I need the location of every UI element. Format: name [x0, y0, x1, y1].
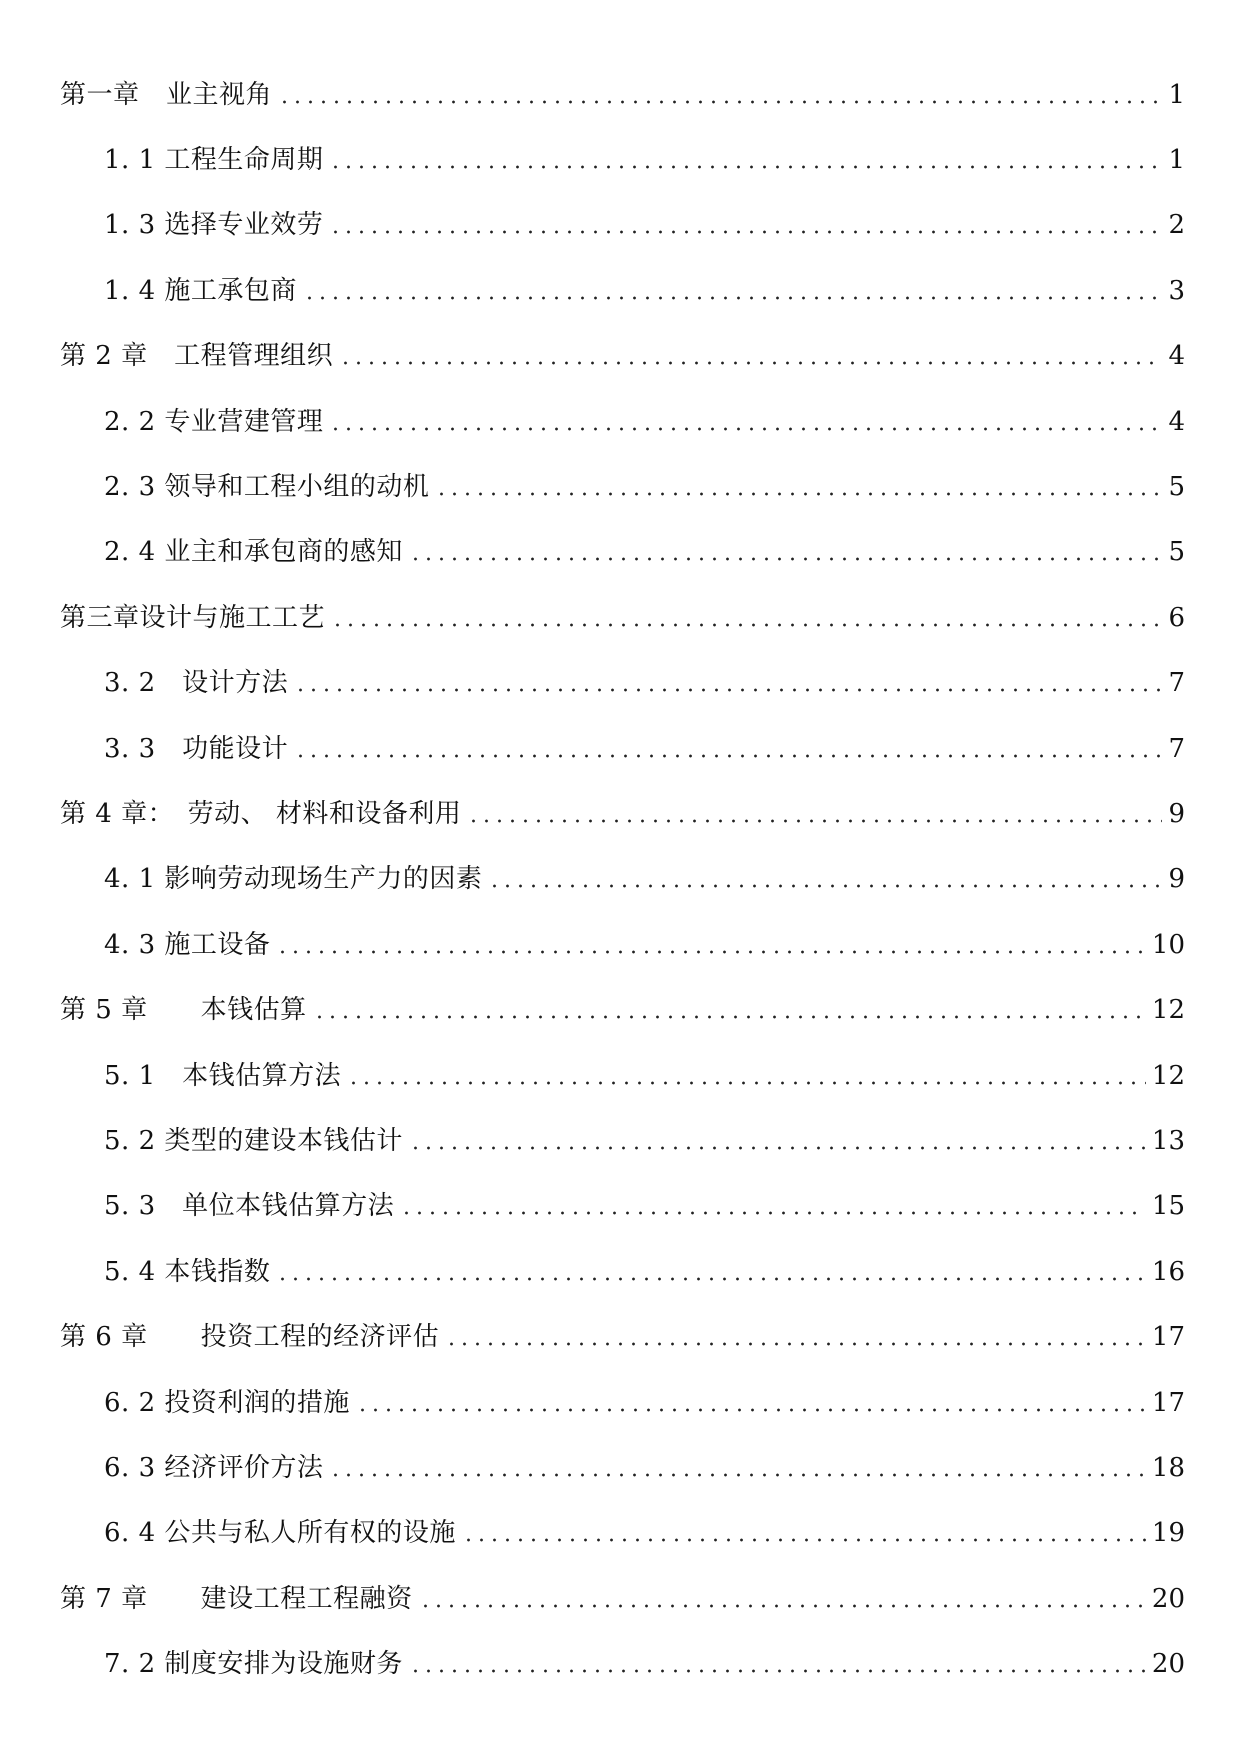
dot-leader	[329, 427, 1162, 431]
dot-leader	[409, 1146, 1146, 1150]
toc-entry-title: 1. 4 施工承包商	[104, 275, 297, 306]
toc-chapter-entry[interactable]	[60, 1566, 1185, 1631]
toc-entry-title: 4. 3 施工设备	[104, 929, 271, 960]
toc-entry-title: 5. 1 本钱估算方法	[104, 1060, 342, 1091]
toc-page-number: 13	[1151, 1125, 1185, 1156]
toc-chapter-entry[interactable]	[60, 977, 1185, 1042]
toc-entry-title: 7. 2 制度安排为设施财务	[104, 1649, 403, 1680]
toc-entry-title: 第一章 业主视角	[60, 79, 273, 110]
toc-section-entry[interactable]	[60, 716, 1185, 781]
toc-section-entry[interactable]	[60, 1108, 1185, 1173]
toc-section-entry[interactable]	[60, 1501, 1185, 1566]
toc-entry-title: 第 4 章： 劳动、 材料和设备利用	[60, 798, 462, 829]
toc-section-entry[interactable]	[60, 847, 1185, 912]
toc-section-entry[interactable]	[60, 1370, 1185, 1435]
dot-leader	[356, 1408, 1146, 1412]
dot-leader	[278, 100, 1162, 104]
toc-chapter-entry[interactable]	[60, 585, 1185, 650]
toc-page-number: 15	[1151, 1191, 1185, 1222]
dot-leader	[445, 1342, 1146, 1346]
toc-page-number: 7	[1168, 733, 1185, 764]
dot-leader	[329, 230, 1162, 234]
toc-section-entry[interactable]	[60, 127, 1185, 192]
dot-leader	[331, 623, 1162, 627]
toc-entry-title: 2. 4 业主和承包商的感知	[104, 537, 403, 568]
toc-page-number: 17	[1151, 1322, 1185, 1353]
toc-entry-title: 3. 3 功能设计	[104, 733, 289, 764]
toc-page-number: 9	[1168, 798, 1185, 829]
table-of-contents	[60, 62, 1185, 1697]
toc-section-entry[interactable]	[60, 1631, 1185, 1696]
toc-entry-title: 1. 3 选择专业效劳	[104, 210, 324, 241]
toc-page-number: 18	[1151, 1452, 1185, 1483]
dot-leader	[339, 361, 1162, 365]
toc-section-entry[interactable]	[60, 1239, 1185, 1304]
dot-leader	[276, 950, 1146, 954]
toc-page-number: 12	[1151, 995, 1185, 1026]
toc-page-number: 20	[1151, 1649, 1185, 1680]
toc-entry-title: 5. 4 本钱指数	[104, 1256, 271, 1287]
toc-section-entry[interactable]	[60, 454, 1185, 519]
toc-page-number: 3	[1168, 275, 1185, 306]
dot-leader	[409, 557, 1163, 561]
toc-entry-title: 第 5 章 本钱估算	[60, 995, 307, 1026]
toc-entry-title: 6. 4 公共与私人所有权的设施	[104, 1518, 456, 1549]
toc-section-entry[interactable]	[60, 1043, 1185, 1108]
toc-section-entry[interactable]	[60, 651, 1185, 716]
dot-leader	[467, 819, 1162, 823]
toc-entry-title: 第 7 章 建设工程工程融资	[60, 1583, 413, 1614]
toc-entry-title: 第 6 章 投资工程的经济评估	[60, 1322, 440, 1353]
dot-leader	[400, 1211, 1146, 1215]
toc-entry-title: 第 2 章 工程管理组织	[60, 341, 334, 372]
dot-leader	[488, 884, 1162, 888]
dot-leader	[294, 754, 1162, 758]
dot-leader	[462, 1538, 1146, 1542]
dot-leader	[303, 296, 1163, 300]
toc-chapter-entry[interactable]	[60, 1304, 1185, 1369]
toc-section-entry[interactable]	[60, 193, 1185, 258]
toc-page-number: 7	[1168, 668, 1185, 699]
toc-page-number: 1	[1168, 145, 1185, 176]
toc-entry-title: 5. 3 单位本钱估算方法	[104, 1191, 395, 1222]
toc-page-number: 6	[1168, 602, 1185, 633]
toc-section-entry[interactable]	[60, 389, 1185, 454]
toc-section-entry[interactable]	[60, 258, 1185, 323]
toc-entry-title: 1. 1 工程生命周期	[104, 145, 324, 176]
toc-page-number: 4	[1168, 406, 1185, 437]
dot-leader	[313, 1015, 1146, 1019]
toc-entry-title: 5. 2 类型的建设本钱估计	[104, 1125, 403, 1156]
dot-leader	[329, 165, 1162, 169]
toc-section-entry[interactable]	[60, 520, 1185, 585]
toc-chapter-entry[interactable]	[60, 62, 1185, 127]
dot-leader	[409, 1669, 1146, 1673]
toc-section-entry[interactable]	[60, 1435, 1185, 1500]
toc-section-entry[interactable]	[60, 1174, 1185, 1239]
toc-entry-title: 3. 2 设计方法	[104, 668, 289, 699]
toc-entry-title: 6. 3 经济评价方法	[104, 1452, 324, 1483]
toc-page-number: 5	[1168, 537, 1185, 568]
toc-chapter-entry[interactable]	[60, 781, 1185, 846]
toc-page-number: 9	[1168, 864, 1185, 895]
toc-page-number: 19	[1151, 1518, 1185, 1549]
toc-page-number: 1	[1168, 79, 1185, 110]
dot-leader	[276, 1277, 1146, 1281]
toc-page-number: 16	[1151, 1256, 1185, 1287]
toc-page-number: 2	[1168, 210, 1185, 241]
toc-chapter-entry[interactable]	[60, 324, 1185, 389]
dot-leader	[329, 1473, 1146, 1477]
toc-page-number: 17	[1151, 1387, 1185, 1418]
toc-entry-title: 4. 1 影响劳动现场生产力的因素	[104, 864, 483, 895]
dot-leader	[294, 688, 1162, 692]
dot-leader	[419, 1604, 1146, 1608]
toc-entry-title: 2. 2 专业营建管理	[104, 406, 324, 437]
dot-leader	[347, 1081, 1146, 1085]
dot-leader	[435, 492, 1162, 496]
toc-page-number: 12	[1151, 1060, 1185, 1091]
toc-entry-title: 第三章设计与施工工艺	[60, 602, 326, 633]
toc-page-number: 5	[1168, 472, 1185, 503]
toc-page-number: 10	[1151, 929, 1185, 960]
toc-entry-title: 2. 3 领导和工程小组的动机	[104, 472, 430, 503]
toc-entry-title: 6. 2 投资利润的措施	[104, 1387, 350, 1418]
toc-section-entry[interactable]	[60, 912, 1185, 977]
toc-page-number: 4	[1168, 341, 1185, 372]
toc-page-number: 20	[1151, 1583, 1185, 1614]
